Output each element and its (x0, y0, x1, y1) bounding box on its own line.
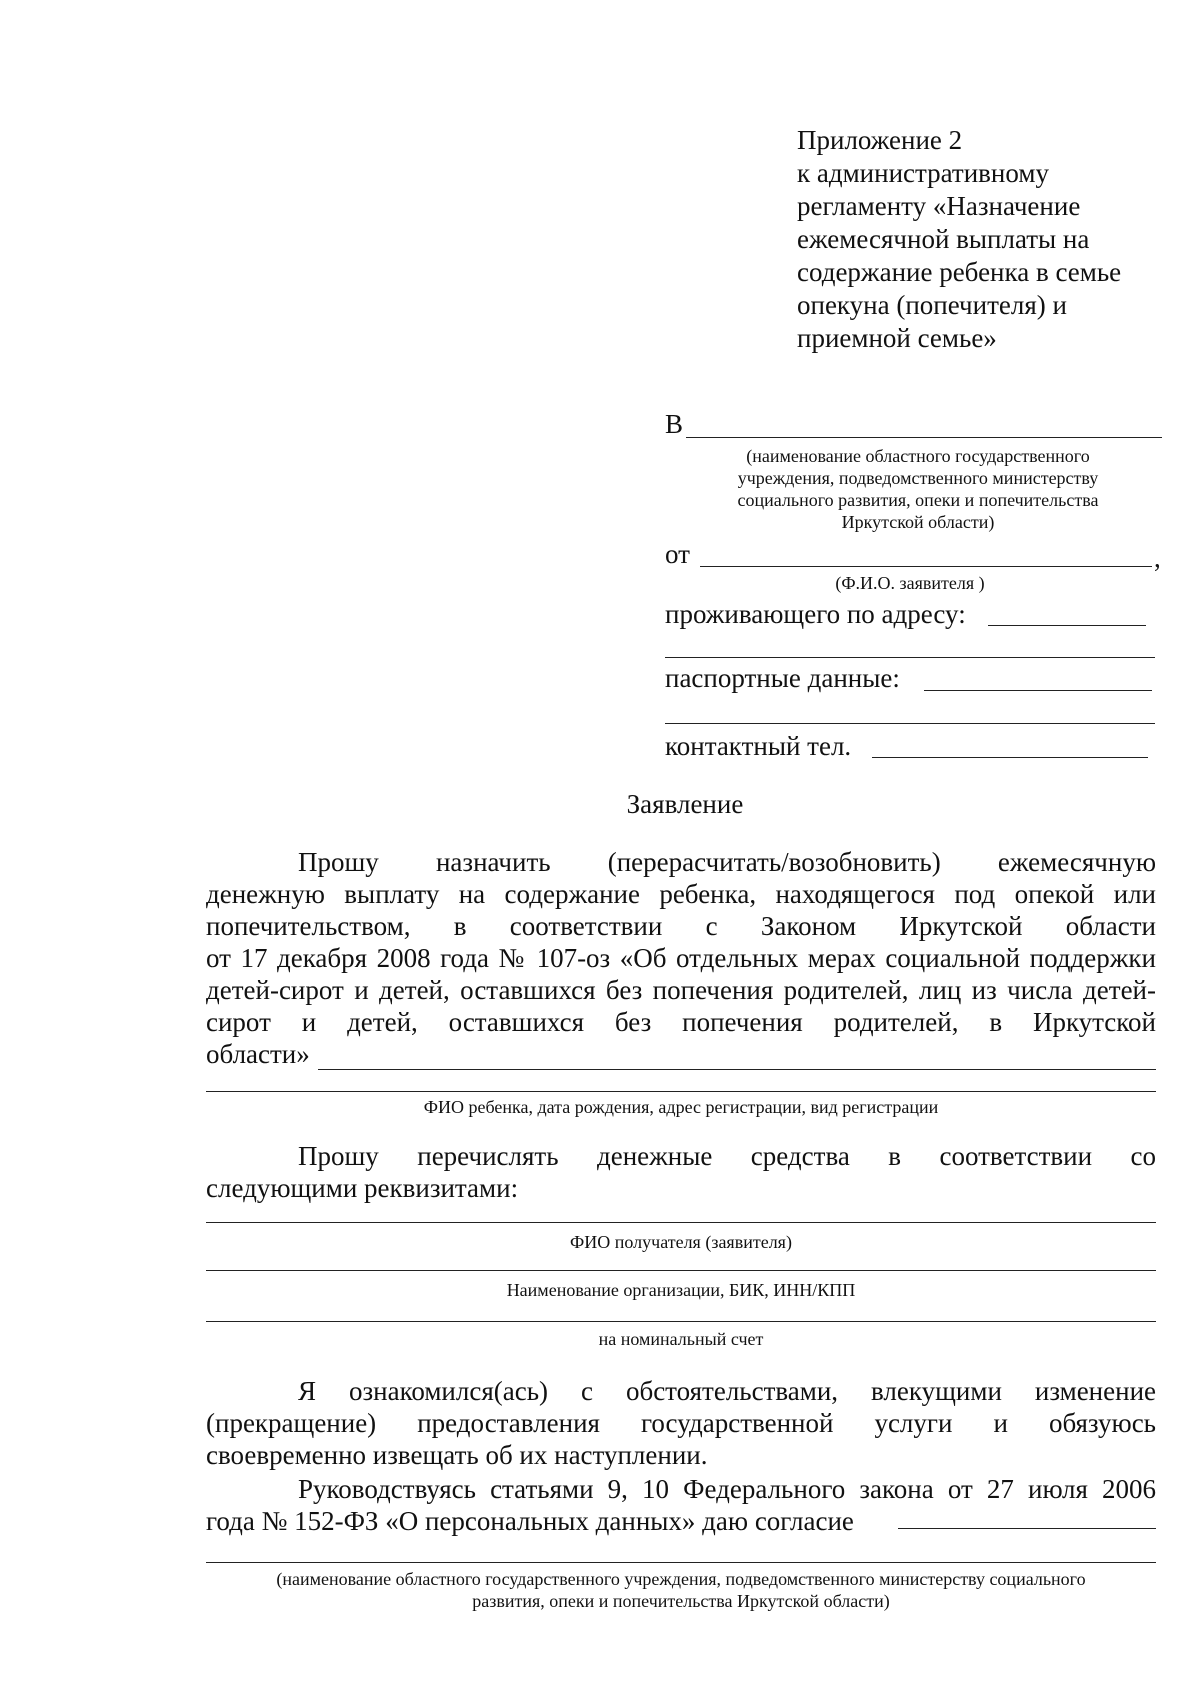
child-caption: ФИО ребенка, дата рождения, адрес регистрации, вид регистрации (423, 1097, 939, 1117)
document-title: Заявление (626, 789, 744, 819)
acknowledgement-last-line: своевременно извещать об их наступлении. (206, 1440, 708, 1470)
from-field-line[interactable] (700, 566, 1152, 567)
bank-field-line[interactable] (206, 1270, 1156, 1271)
transfer-paragraph (206, 1140, 1156, 1204)
request-line: попечительством, в соответствии с Законом Иркутской области (206, 911, 1156, 941)
transfer-line: Прошу перечислять денежные средства в соответствии со (298, 1141, 1156, 1171)
appendix-line: к административному (797, 158, 1049, 188)
appendix-line: опекуна (попечителя) и (797, 290, 1067, 320)
appendix-header (797, 124, 1177, 355)
acknowledgement-line: Я ознакомился(ась) с обстоятельствами, влекущими изменение (298, 1376, 1156, 1406)
from-caption: (Ф.И.О. заявителя ) (835, 573, 985, 593)
child-field-line-1[interactable] (318, 1069, 1156, 1070)
recipient-field-line[interactable] (206, 1222, 1156, 1223)
to-caption-line: (наименование областного государственного (746, 446, 1090, 466)
to-caption-line: Иркутской области) (841, 512, 995, 532)
consent-line: Руководствуясь статьями 9, 10 Федерального закона от 27 июля 2006 (298, 1474, 1156, 1504)
acknowledgement-line: (прекращение) предоставления государственной услуги и обязуюсь (206, 1408, 1156, 1438)
request-line: детей-сирот и детей, оставшихся без попечения родителей, лиц из числа детей- (206, 975, 1156, 1005)
account-caption: на номинальный счет (598, 1329, 764, 1349)
to-field-line[interactable] (686, 437, 1162, 438)
address-label: проживающего по адресу: (665, 599, 966, 629)
from-prefix: от (665, 539, 690, 569)
address-field-line-1[interactable] (988, 625, 1146, 626)
appendix-line: ежемесячной выплаты на (797, 224, 1090, 254)
from-suffix: , (1154, 543, 1161, 573)
passport-label: паспортные данные: (665, 663, 900, 693)
account-field-line[interactable] (206, 1321, 1156, 1322)
to-caption (700, 445, 1136, 533)
consent-caption-line: (наименование областного государственного учреждения, подведомственного министерству социального (276, 1569, 1086, 1589)
child-field-line-2[interactable] (206, 1091, 1156, 1092)
request-last-line: области» (206, 1039, 310, 1069)
to-caption-line: учреждения, подведомственного министерству (737, 468, 1099, 488)
passport-field-line-1[interactable] (924, 690, 1152, 691)
request-line: Прошу назначить (перерасчитать/возобновить) ежемесячную (298, 847, 1156, 877)
consent-field-line-2[interactable] (206, 1562, 1156, 1563)
request-line: от 17 декабря 2008 года № 107-оз «Об отдельных мерах социальной поддержки (206, 943, 1156, 973)
address-field-line-2[interactable] (665, 657, 1155, 658)
recipient-caption: ФИО получателя (заявителя) (570, 1232, 792, 1252)
phone-label: контактный тел. (665, 731, 852, 761)
consent-field-line-1[interactable] (898, 1528, 1156, 1529)
to-caption-line: социального развития, опеки и попечительства (737, 490, 1099, 510)
consent-line: года № 152-ФЗ «О персональных данных» даю согласие (206, 1506, 854, 1536)
transfer-line: следующими реквизитами: (206, 1173, 519, 1203)
consent-caption-line: развития, опеки и попечительства Иркутской области) (472, 1591, 890, 1611)
acknowledgement-paragraph (206, 1375, 1156, 1471)
request-line: сирот и детей, оставшихся без попечения родителей, в Иркутской (206, 1007, 1156, 1037)
appendix-line: Приложение 2 (797, 125, 963, 155)
request-paragraph (206, 846, 1156, 1070)
phone-field-line[interactable] (872, 757, 1148, 758)
appendix-line: приемной семье» (797, 323, 997, 353)
consent-caption (206, 1568, 1156, 1612)
appendix-line: регламенту «Назначение (797, 191, 1081, 221)
bank-caption: Наименование организации, БИК, ИНН/КПП (506, 1280, 856, 1300)
appendix-line: содержание ребенка в семье (797, 257, 1122, 287)
to-prefix: В (665, 409, 684, 439)
request-line: денежную выплату на содержание ребенка, находящегося под опекой или (206, 879, 1156, 909)
passport-field-line-2[interactable] (665, 723, 1155, 724)
